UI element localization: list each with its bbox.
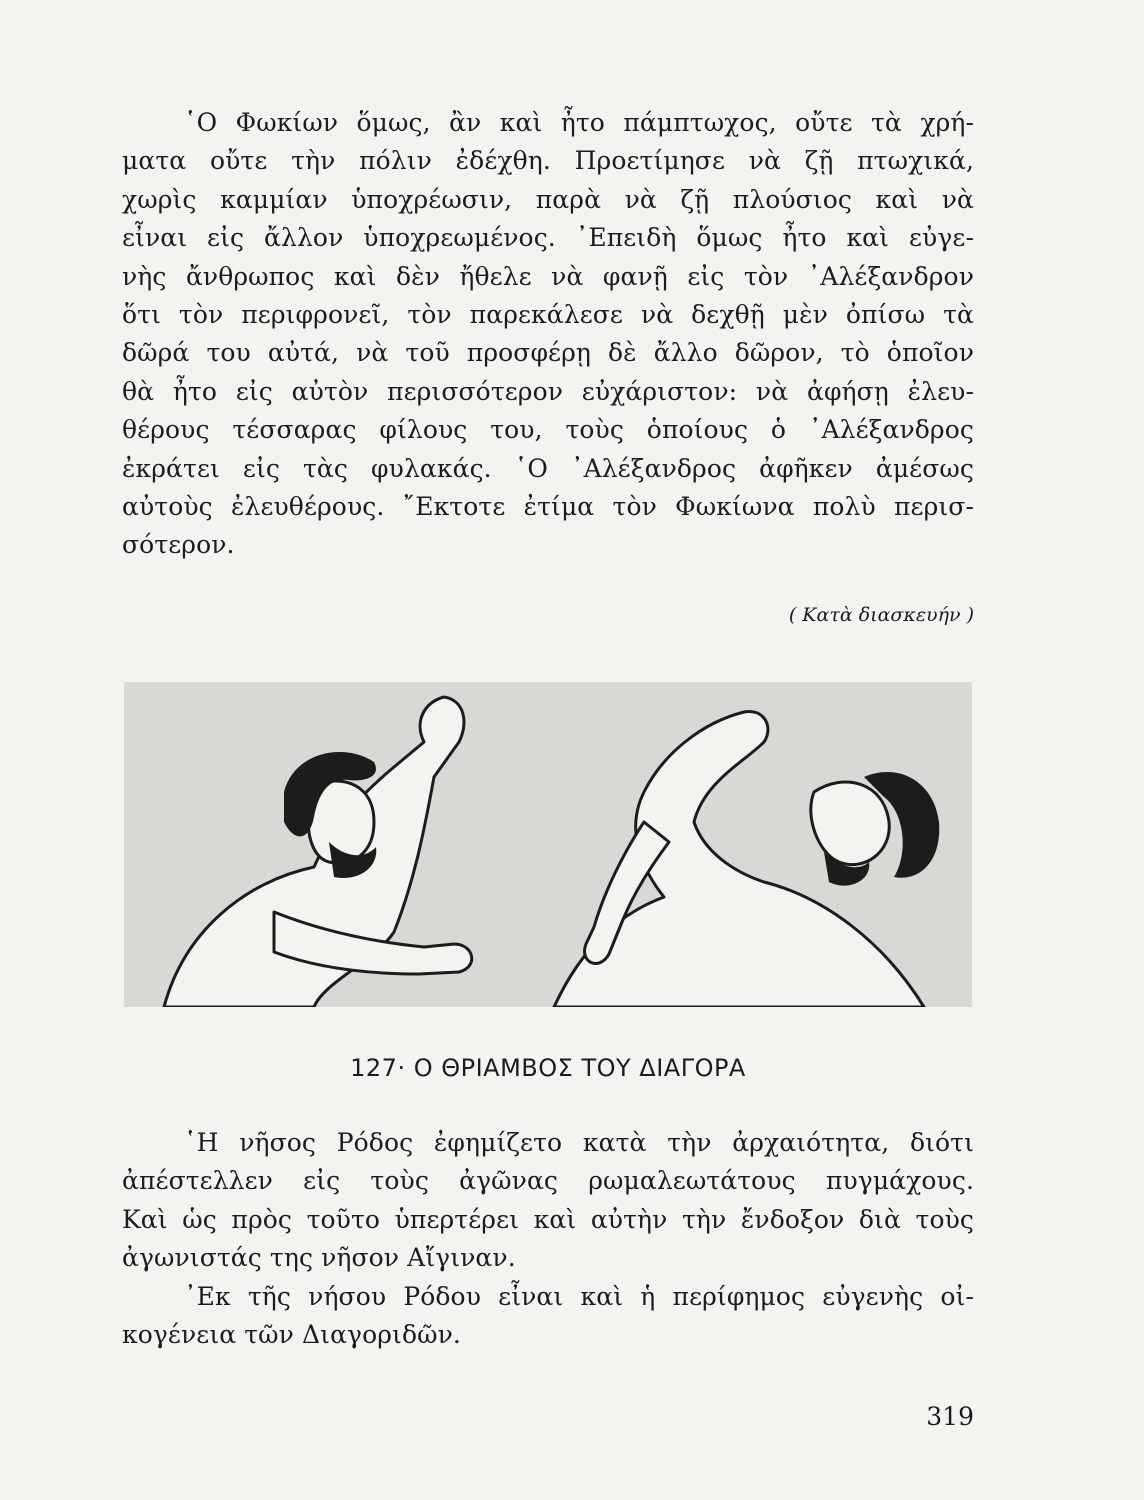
page-number: 319 bbox=[926, 1402, 974, 1431]
attribution: ( Κατὰ διασκευήν ) bbox=[788, 604, 974, 626]
text-line: χωρὶς καμμίαν ὑποχρέωσιν, παρὰ νὰ ζῇ πλούσιος καὶ νὰ bbox=[122, 184, 974, 214]
text-line: ᾿Εκ τῆς νήσου Ρόδου εἶναι καὶ ἡ περίφημος εὐγενὴς οἰ- bbox=[184, 1282, 974, 1311]
text-line: ματα οὔτε τὴν πόλιν ἐδέχθη. Προετίμησε νὰ ζῇ πτωχικά, bbox=[122, 146, 974, 176]
text-line: θέρους τέσσαρας φίλους του, τοὺς ὁποίους ὁ ᾿Αλέξανδρος bbox=[122, 415, 974, 445]
text-line: θὰ ἦτο εἰς αὐτὸν περισσότερον εὐχάριστον: νὰ ἀφήσῃ ἐλευ- bbox=[122, 376, 974, 406]
section2-paragraph2 bbox=[122, 1278, 974, 1355]
text-line: αὐτοὺς ἐλευθέρους. ῎Εκτοτε ἐτίμα τὸν Φωκίωνα πολὺ περισ- bbox=[122, 491, 974, 521]
text-line: Καὶ ὡς πρὸς τοῦτο ὑπερτέρει καὶ αὐτὴν τὴν ἔνδοξον διὰ τοὺς bbox=[122, 1204, 974, 1234]
text-line: ὅτι τὸν περιφρονεῖ, τὸν παρεκάλεσε νὰ δεχθῇ μὲν ὀπίσω τὰ bbox=[122, 299, 974, 329]
section2-paragraph1 bbox=[122, 1124, 974, 1278]
text-line: δῶρά του αὐτά, νὰ τοῦ προσφέρῃ δὲ ἄλλο δῶρον, τὸ ὁποῖον bbox=[122, 338, 974, 368]
text-line: εἶναι εἰς ἄλλον ὑποχρεωμένος. ᾿Επειδὴ ὅμως ἦτο καὶ εὐγε- bbox=[122, 223, 974, 253]
text-line: κογένεια τῶν Διαγοριδῶν. bbox=[122, 1320, 461, 1350]
text-line: σότερον. bbox=[122, 530, 235, 560]
text-line: ἐκράτει εἰς τὰς φυλακάς. ῾Ο ᾿Αλέξανδρος ἀφῆκεν ἀμέσως bbox=[122, 453, 974, 483]
text-line: νὴς ἄνθρωπος καὶ δὲν ἤθελε νὰ φανῇ εἰς τὸν ᾿Αλέξανδρον bbox=[122, 261, 974, 291]
text-line: ῾Ο Φωκίων ὅμως, ἂν καὶ ἦτο πάμπτωχος, οὔτε τὰ χρή- bbox=[184, 108, 974, 137]
section1-paragraph bbox=[122, 104, 974, 565]
chapter-heading: 127· Ο ΘΡΙΑΜΒΟΣ ΤΟΥ ΔΙΑΓΟΡΑ bbox=[350, 1054, 746, 1082]
text-line: ῾Η νῆσος Ρόδος ἐφημίζετο κατὰ τὴν ἀρχαιότητα, διότι bbox=[184, 1128, 974, 1157]
text-line: ἀγωνιστάς της νῆσον Αἴγιναν. bbox=[122, 1243, 516, 1273]
text-line: ἀπέστελλεν εἰς τοὺς ἀγῶνας ρωμαλεωτάτους πυγμάχους. bbox=[122, 1166, 974, 1196]
boxers-illustration bbox=[124, 682, 972, 1007]
